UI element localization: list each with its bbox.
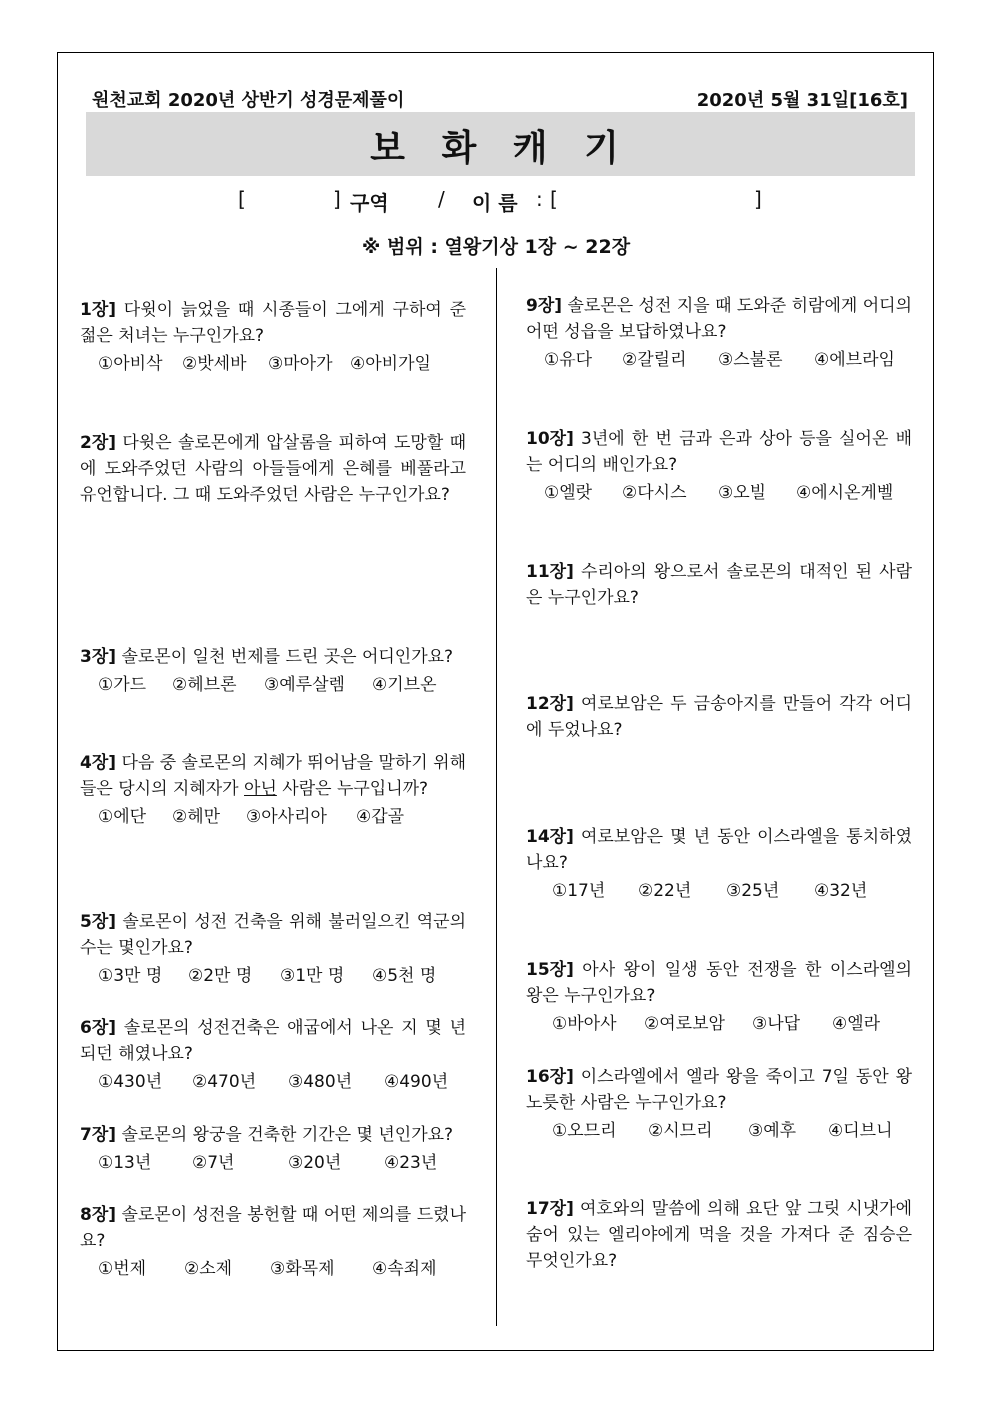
question-number: 6장] [80, 1018, 117, 1038]
page-title: 보 화 캐 기 [370, 128, 631, 169]
option-4[interactable]: ④에브라임 [814, 350, 895, 370]
option-1[interactable]: ①아비삭 [98, 354, 163, 374]
options [80, 672, 466, 698]
question-text: 여호와의 말씀에 의해 요단 앞 그릿 시냇가에 숨어 있는 엘리야에게 먹을 것을 가져다 준 짐승은 무엇인가요? [526, 1199, 912, 1271]
question-text: 다음 중 솔로몬의 지혜가 뛰어남을 말하기 위해 들은 당시의 지혜자가 [80, 753, 466, 799]
question-number: 9장] [526, 296, 563, 316]
options [526, 347, 912, 373]
option-4[interactable]: ④기브온 [372, 675, 437, 695]
question-2 [80, 430, 466, 508]
question-10 [526, 426, 912, 506]
option-2[interactable]: ②여로보암 [644, 1014, 725, 1034]
option-3[interactable]: ③마아가 [268, 354, 333, 374]
option-3[interactable]: ③아사리아 [246, 807, 327, 827]
question-number: 4장] [80, 753, 117, 773]
options [526, 1011, 912, 1037]
question-15 [526, 957, 912, 1037]
question-number: 3장] [80, 647, 117, 667]
option-4[interactable]: ④엘라 [832, 1014, 881, 1034]
title-bar [86, 112, 915, 176]
option-1[interactable]: ①13년 [98, 1153, 152, 1173]
option-3[interactable]: ③오빌 [718, 483, 767, 503]
question-number: 11장] [526, 562, 574, 582]
option-2[interactable]: ②22년 [638, 881, 692, 901]
option-4[interactable]: ④32년 [814, 881, 868, 901]
question-text: 여로보암은 두 금송아지를 만들어 각각 어디에 두었나요? [526, 694, 912, 740]
column-divider [496, 268, 497, 1326]
question-text: 3년에 한 번 금과 은과 상아 등을 실어온 배는 어디의 배인가요? [526, 429, 912, 475]
question-number: 10장] [526, 429, 574, 449]
question-text: 솔로몬의 왕궁을 건축한 기간은 몇 년인가요? [121, 1125, 454, 1145]
options [80, 1256, 466, 1282]
question-text: 다윗이 늙었을 때 시종들이 그에게 구하여 준 젊은 처녀는 누구인가요? [80, 300, 466, 346]
slash: / [438, 187, 445, 211]
question-text: 솔로몬이 성전을 봉헌할 때 어떤 제의를 드렸나요? [80, 1205, 466, 1251]
option-2[interactable]: ②2만 명 [188, 966, 253, 986]
option-1[interactable]: ①엘랏 [544, 483, 593, 503]
question-number: 14장] [526, 827, 574, 847]
question-4 [80, 750, 466, 830]
option-3[interactable]: ③예루살렘 [264, 675, 345, 695]
question-text: 여로보암은 몇 년 동안 이스라엘을 통치하였나요? [526, 827, 912, 873]
underlined-word: 아닌 [244, 779, 277, 799]
options [80, 804, 466, 830]
option-3[interactable]: ③화목제 [270, 1259, 335, 1279]
option-2[interactable]: ②470년 [192, 1072, 257, 1092]
option-1[interactable]: ①3만 명 [98, 966, 163, 986]
option-2[interactable]: ②7년 [192, 1153, 235, 1173]
option-3[interactable]: ③480년 [288, 1072, 353, 1092]
name-bracket-open: [ [550, 187, 558, 211]
option-3[interactable]: ③나답 [752, 1014, 801, 1034]
options [526, 1118, 912, 1144]
option-4[interactable]: ④속죄제 [372, 1259, 437, 1279]
range-note: ※ 범위 : 열왕기상 1장 ~ 22장 [361, 236, 631, 258]
question-text: 솔로몬이 성전 건축을 위해 불러일으킨 역군의 수는 몇인가요? [80, 912, 466, 958]
options [80, 1150, 466, 1176]
question-3 [80, 644, 466, 698]
options [526, 878, 912, 904]
options [80, 1069, 466, 1095]
issue-date: 2020년 5월 31일[16호] [696, 90, 908, 111]
option-4[interactable]: ④23년 [384, 1153, 438, 1173]
question-number: 15장] [526, 960, 574, 980]
question-text: 아사 왕이 일생 동안 전쟁을 한 이스라엘의 왕은 누구인가요? [526, 960, 912, 1006]
question-number: 5장] [80, 912, 117, 932]
church-header: 원천교회 2020년 상반기 성경문제풀이 [92, 90, 405, 111]
option-3[interactable]: ③25년 [726, 881, 780, 901]
question-text: 다윗은 솔로몬에게 압살롬을 피하여 도망할 때에 도와주었던 사람의 아들들에게 은혜를 베풀라고 유언합니다. 그 때 도와주었던 사람은 누구인가요? [80, 433, 466, 505]
option-2[interactable]: ②소제 [184, 1259, 233, 1279]
option-3[interactable]: ③예후 [748, 1121, 797, 1141]
options [80, 351, 466, 377]
question-8 [80, 1202, 466, 1282]
question-number: 7장] [80, 1125, 117, 1145]
question-text-end: 사람은 누구입니까? [276, 779, 429, 799]
question-1 [80, 297, 466, 377]
question-text: 이스라엘에서 엘라 왕을 죽이고 7일 동안 왕 노릇한 사람은 누구인가요? [526, 1067, 913, 1113]
option-2[interactable]: ②시므리 [648, 1121, 713, 1141]
option-4[interactable]: ④490년 [384, 1072, 449, 1092]
option-2[interactable]: ②다시스 [622, 483, 687, 503]
option-1[interactable]: ①바아사 [552, 1014, 617, 1034]
option-4[interactable]: ④갑골 [356, 807, 405, 827]
options [526, 480, 912, 506]
option-2[interactable]: ②헤브론 [172, 675, 237, 695]
question-number: 8장] [80, 1205, 117, 1225]
option-1[interactable]: ①오므리 [552, 1121, 617, 1141]
option-3[interactable]: ③1만 명 [280, 966, 345, 986]
question-number: 17장] [526, 1199, 574, 1219]
option-4[interactable]: ④아비가일 [350, 354, 431, 374]
options [80, 963, 466, 989]
question-number: 2장] [80, 433, 117, 453]
question-5 [80, 909, 466, 989]
question-text: 솔로몬이 일천 번제를 드린 곳은 어디인가요? [121, 647, 454, 667]
option-3[interactable]: ③스불론 [718, 350, 783, 370]
option-4[interactable]: ④에시온게벨 [796, 483, 894, 503]
question-7 [80, 1122, 466, 1176]
district-label: 구역 [350, 191, 389, 215]
district-bracket-open: [ [238, 187, 246, 211]
question-12 [526, 691, 912, 743]
option-3[interactable]: ③20년 [288, 1153, 342, 1173]
option-1[interactable]: ①가드 [98, 675, 147, 695]
option-2[interactable]: ②갈릴리 [622, 350, 687, 370]
question-number: 12장] [526, 694, 574, 714]
option-4[interactable]: ④5천 명 [372, 966, 437, 986]
question-14 [526, 824, 912, 904]
option-1[interactable]: ①유다 [544, 350, 593, 370]
question-text: 수리아의 왕으로서 솔로몬의 대적인 된 사람은 누구인가요? [526, 562, 912, 608]
question-16 [526, 1064, 912, 1144]
option-4[interactable]: ④디브니 [828, 1121, 893, 1141]
question-11 [526, 559, 912, 611]
option-1[interactable]: ①에단 [98, 807, 147, 827]
question-9 [526, 293, 912, 373]
question-6 [80, 1015, 466, 1095]
question-number: 16장] [526, 1067, 574, 1087]
question-number: 1장] [80, 300, 117, 320]
name-label: 이 름 [472, 191, 518, 215]
option-2[interactable]: ②헤만 [172, 807, 221, 827]
district-bracket-close: ] [333, 187, 341, 211]
question-text: 솔로몬의 성전건축은 애굽에서 나온 지 몇 년 되던 해였나요? [80, 1018, 466, 1064]
name-bracket-close: ] [754, 187, 762, 211]
option-1[interactable]: ①17년 [552, 881, 606, 901]
option-2[interactable]: ②밧세바 [182, 354, 247, 374]
option-1[interactable]: ①번제 [98, 1259, 147, 1279]
option-1[interactable]: ①430년 [98, 1072, 163, 1092]
question-17 [526, 1196, 912, 1274]
question-text: 솔로몬은 성전 지을 때 도와준 히람에게 어디의 어떤 성읍을 보답하였나요? [526, 296, 912, 342]
name-colon: : [536, 187, 543, 211]
